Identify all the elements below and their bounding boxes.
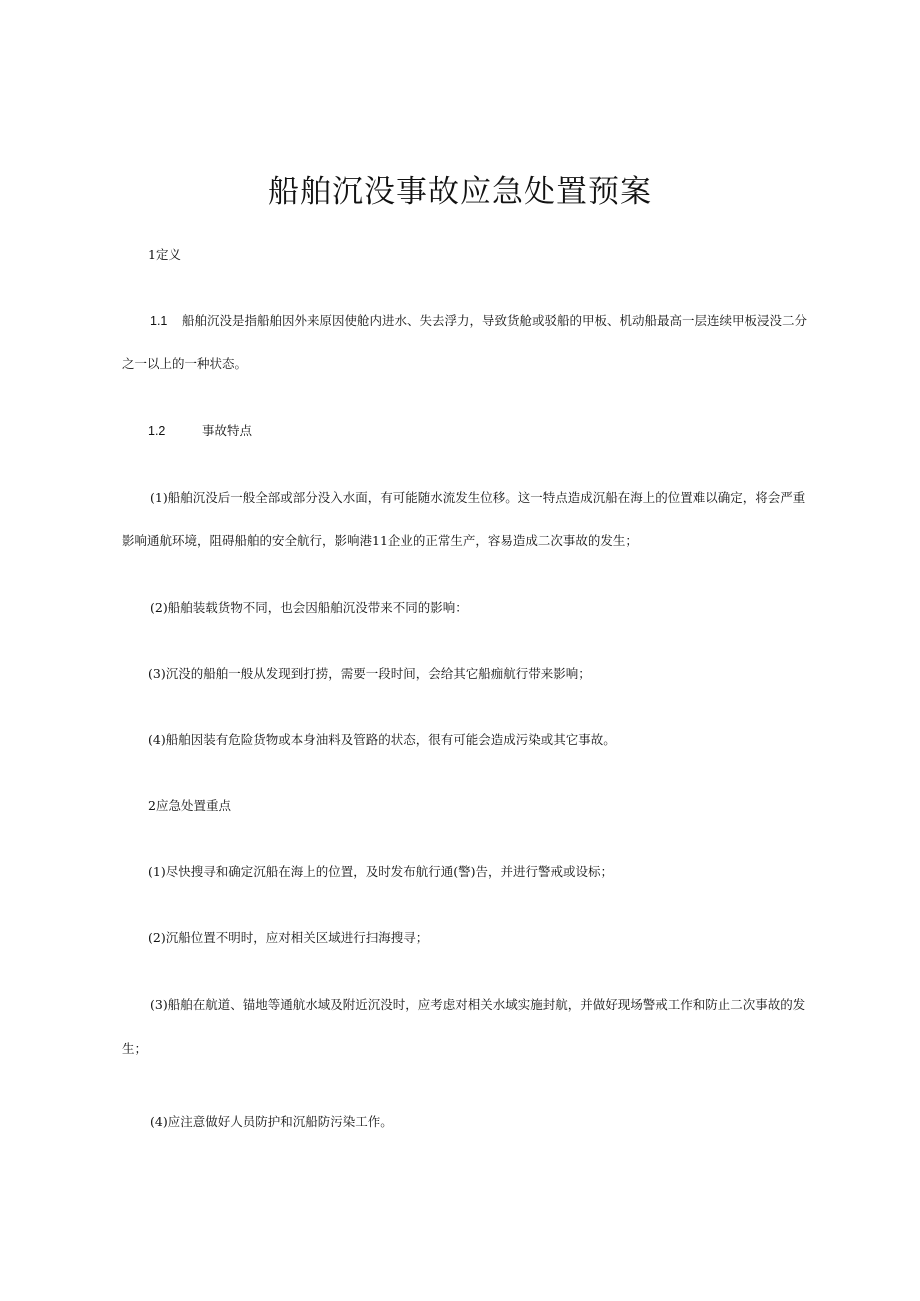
section-1-1-number: 1.1 (150, 314, 168, 328)
feature-1-line-2: 影响通航环境，阻碍船舶的安全航行，影响港11企业的正常生产，容易造成二次事故的发生； (122, 533, 638, 548)
section-1-1-text-line-2: 之一以上的一种状态。 (122, 356, 248, 371)
key-point-4: (4)应注意做好人员防护和沉船防污染工作。 (150, 1114, 393, 1129)
section-1-heading: 1定义 (148, 247, 181, 262)
document-title: 船舶沉没事故应急处置预案 (268, 174, 652, 210)
feature-2: (2)船舶装载货物不同，也会因船舶沉没带来不同的影响： (150, 600, 468, 615)
section-1-2-number: 1.2 (148, 424, 166, 438)
section-1-1-text-line-1: 船舶沉没是指船舶因外来原因使舱内进水、失去浮力，导致货舱或驳船的甲板、机动船最高一层连续甲板浸没二分 (182, 313, 808, 328)
feature-1-line-1: (1)船舶沉没后一般全部或部分没入水面，有可能随水流发生位移。这一特点造成沉船在海上的位置难以确定，将会严重 (150, 490, 806, 505)
section-1-2-heading: 事故特点 (202, 423, 253, 438)
key-point-3-line-1: (3)船舶在航道、锚地等通航水域及附近沉没时，应考虑对相关水域实施封航，并做好现场警戒工作和防止二次事故的发 (150, 997, 806, 1012)
key-point-2: (2)沉船位置不明时，应对相关区域进行扫海搜寻； (148, 930, 429, 945)
feature-3: (3)沉没的船舶一般从发现到打捞，需要一段时间，会给其它船痂航行带来影响； (148, 666, 591, 681)
section-2-heading: 2应急处置重点 (148, 798, 231, 813)
key-point-1: (1)尽快搜寻和确定沉船在海上的位置，及时发布航行通(警)告，并进行警戒或设标； (148, 864, 613, 879)
feature-4: (4)船舶因装有危险货物或本身油料及管路的状态，很有可能会造成污染或其它事故。 (148, 732, 616, 747)
key-point-3-line-2: 生； (122, 1041, 148, 1056)
